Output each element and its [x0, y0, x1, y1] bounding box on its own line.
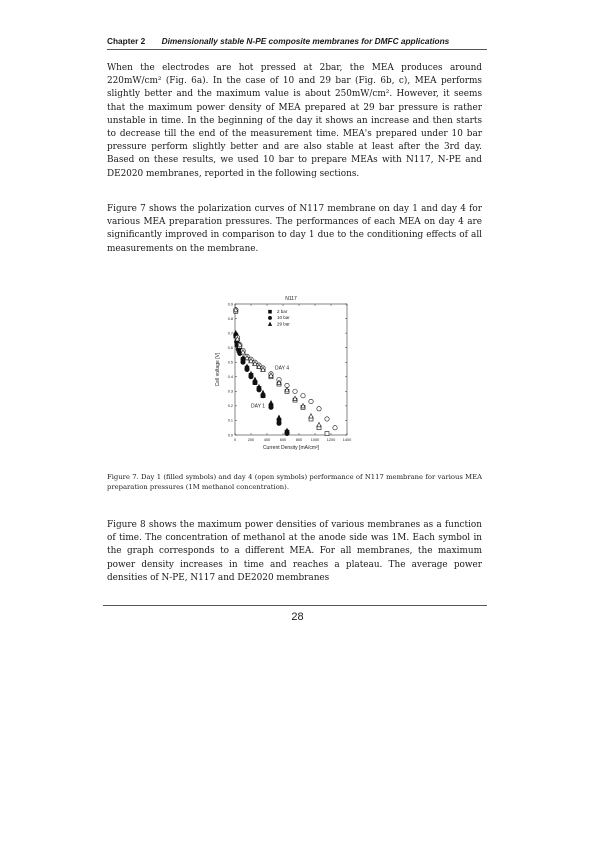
- data-point-circle-filled: [277, 421, 281, 425]
- legend-label: 29 bar: [277, 321, 290, 327]
- x-axis-label: Current Density [mA/cm²]: [262, 445, 320, 451]
- data-point-circle-open: [293, 389, 297, 393]
- paragraph-3: Figure 8 shows the maximum power densities of various membranes as a function of time. The concentration of methanol at the anode side was 1M. Each symbol in the graph corresponds to a different MEA. For all membranes, the maximum power density increases in time and reaches a plateau. The average power densities of N-PE, N117 and DE2020 membranes: [107, 520, 482, 583]
- data-point-triangle-open: [317, 422, 321, 426]
- x-tick-label: 0: [233, 438, 237, 442]
- annotation-day1: DAY 1: [251, 403, 265, 410]
- data-point-circle-filled: [269, 405, 273, 409]
- x-tick-label: 400: [263, 438, 271, 442]
- legend-marker-square: [269, 310, 272, 313]
- x-tick-label: 1400: [342, 438, 352, 442]
- data-point-triangle-filled: [277, 415, 281, 419]
- data-point-circle-open: [325, 417, 329, 421]
- data-point-circle-open: [309, 399, 313, 403]
- annotation-day4: DAY 4: [275, 365, 289, 372]
- y-tick-label: 0.3: [227, 389, 233, 394]
- legend-label: 10 bar: [277, 315, 290, 321]
- polarization-chart: [205, 290, 375, 460]
- y-tick-label: 0.4: [227, 375, 233, 380]
- data-point-triangle-filled: [269, 401, 273, 405]
- data-point-circle-open: [333, 426, 337, 430]
- running-header: [107, 36, 487, 50]
- legend-marker-triangle: [268, 322, 271, 325]
- y-tick-label: 0.0: [227, 433, 233, 438]
- data-point-square-open: [325, 432, 329, 436]
- data-point-triangle-filled: [261, 390, 265, 394]
- data-point-triangle-open: [309, 414, 313, 418]
- x-tick-label: 1000: [310, 438, 320, 442]
- legend-marker-circle: [268, 316, 271, 319]
- y-tick-label: 0.5: [227, 360, 233, 365]
- chapter-label: Chapter 2: [107, 36, 146, 46]
- figure-caption: Figure 7. Day 1 (filled symbols) and day 4 (open symbols) performance of N117 membrane for various MEA preparation pressures (1M methanol concentration).: [107, 473, 482, 491]
- data-point-circle-open: [301, 394, 305, 398]
- y-tick-label: 0.6: [227, 345, 233, 350]
- data-point-circle-filled: [241, 360, 245, 364]
- y-tick-label: 0.8: [227, 316, 233, 321]
- footer-rule: [103, 605, 487, 606]
- page-number: 28: [291, 611, 304, 623]
- legend-label: 2 bar: [277, 309, 288, 314]
- y-tick-label: 0.7: [227, 331, 233, 336]
- data-point-circle-open: [317, 407, 321, 411]
- x-tick-label: 800: [295, 438, 303, 442]
- x-tick-label: 1200: [326, 438, 336, 442]
- paragraph-2: Figure 7 shows the polarization curves of N117 membrane on day 1 and day 4 for various MEA preparation pressures. The performances of each MEA on day 4 are significantly improved in comparison to day 1 due to the conditioning effects of all measurements on the membrane.: [107, 204, 482, 254]
- chapter-title: Dimensionally stable N-PE composite membranes for DMFC applications: [161, 36, 450, 46]
- chart-title: N117: [285, 296, 297, 302]
- plot-frame: [235, 304, 347, 435]
- data-point-triangle-filled: [253, 377, 257, 381]
- y-axis-label: Cell voltage [V]: [215, 352, 221, 387]
- x-tick-label: 600: [279, 438, 287, 442]
- paragraph-1: When the electrodes are hot pressed at 2bar, the MEA produces around 220mW/cm² (Fig. 6a). In the case of 10 and 29 bar (Fig. 6b, c), MEA performs slightly better and the maximum value is about 250mW/cm². However, it seems that the maximum power density of MEA prepared at 29 bar pressure is rather unstable in time. In the beginning of the day it shows an increase and then starts to decrease till the end of the measurement time. MEA's prepared under 10 bar pressure perform slightly better and are also stable at least after the 3rd day. Based on these results, we used 10 bar to prepare MEAs with N117, N-PE and DE2020 membranes, reported in the following sections.: [107, 63, 482, 179]
- y-tick-label: 0.2: [227, 404, 233, 409]
- y-tick-label: 0.1: [227, 418, 233, 423]
- y-tick-label: 0.9: [227, 302, 233, 307]
- x-tick-label: 200: [247, 438, 255, 442]
- figure-7: [205, 290, 375, 460]
